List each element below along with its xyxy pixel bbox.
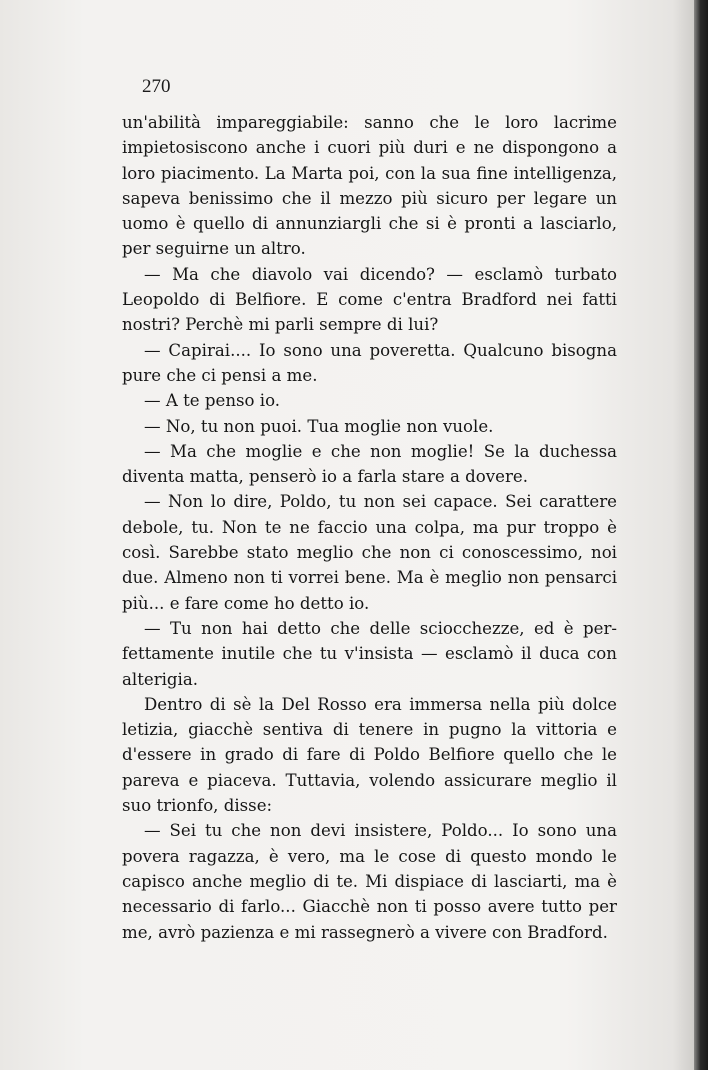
paragraph-7: — Non lo dire, Poldo, tu non sei capace. Sei carattere debole, tu. Non te ne faccio una colpa, ma pur troppo è così. Sarebbe stato meglio che non ci conoscessimo, noi due. Almeno non ti vorrei bene. Ma è meglio non pensarci più... e fare come ho detto io.: [122, 492, 617, 613]
page-number: 270: [142, 76, 171, 97]
paragraph-10: — Sei tu che non devi insistere, Poldo... Io sono una povera ragazza, è vero, ma le cose di questo mondo le capisco anche meglio di te. Mi dispiace di lasciarti, ma è necessario di farlo... Giacchè non ti posso avere tutto per me, avrò pazienza e mi rassegnerò a vivere con Bradford.: [122, 821, 617, 942]
paragraph-1: un'abilità impareggiabile: sanno che le loro lacrime impietosiscono anche i cuori più duri e ne dispongono a loro piacimento. La Marta poi, con la sua fine intelligenza, sapeva benissimo che il mezzo più sicuro per legare un uomo è quello di annunziargli che si è pronti a lasciarlo, per seguirne un altro.: [122, 113, 617, 259]
paragraph-5: — No, tu non puoi. Tua moglie non vuole.: [144, 416, 494, 436]
paragraph-6: — Ma che moglie e che non moglie! Se la duchessa diventa matta, penserò io a farla stare a dovere.: [122, 441, 617, 487]
book-spine-shadow: [694, 0, 708, 1070]
paragraph-2: — Ma che diavolo vai dicendo? — esclamò turbato Leopoldo di Belfiore. E come c'entra Bradford nei fatti nostri? Perchè mi parli sempre di lui?: [122, 264, 617, 335]
page-text: [122, 110, 617, 945]
paragraph-3: — Capirai.... Io sono una poveretta. Qualcuno bisogna pure che ci pensi a me.: [122, 340, 617, 385]
paragraph-8: — Tu non hai detto che delle sciocchezze, ed è perfettamente inutile che tu v'insista — esclamò il duca con alterigia.: [122, 618, 617, 689]
paragraph-9: Dentro di sè la Del Rosso era immersa nella più dolce letizia, giacchè sentiva di tenere in pugno la vittoria e d'essere in grado di fare di Poldo Belfiore quello che le pareva e piaceva. Tuttavia, volendo assicurare meglio il suo trionfo, disse:: [122, 694, 617, 816]
paragraph-4: — A te penso io.: [144, 391, 281, 411]
